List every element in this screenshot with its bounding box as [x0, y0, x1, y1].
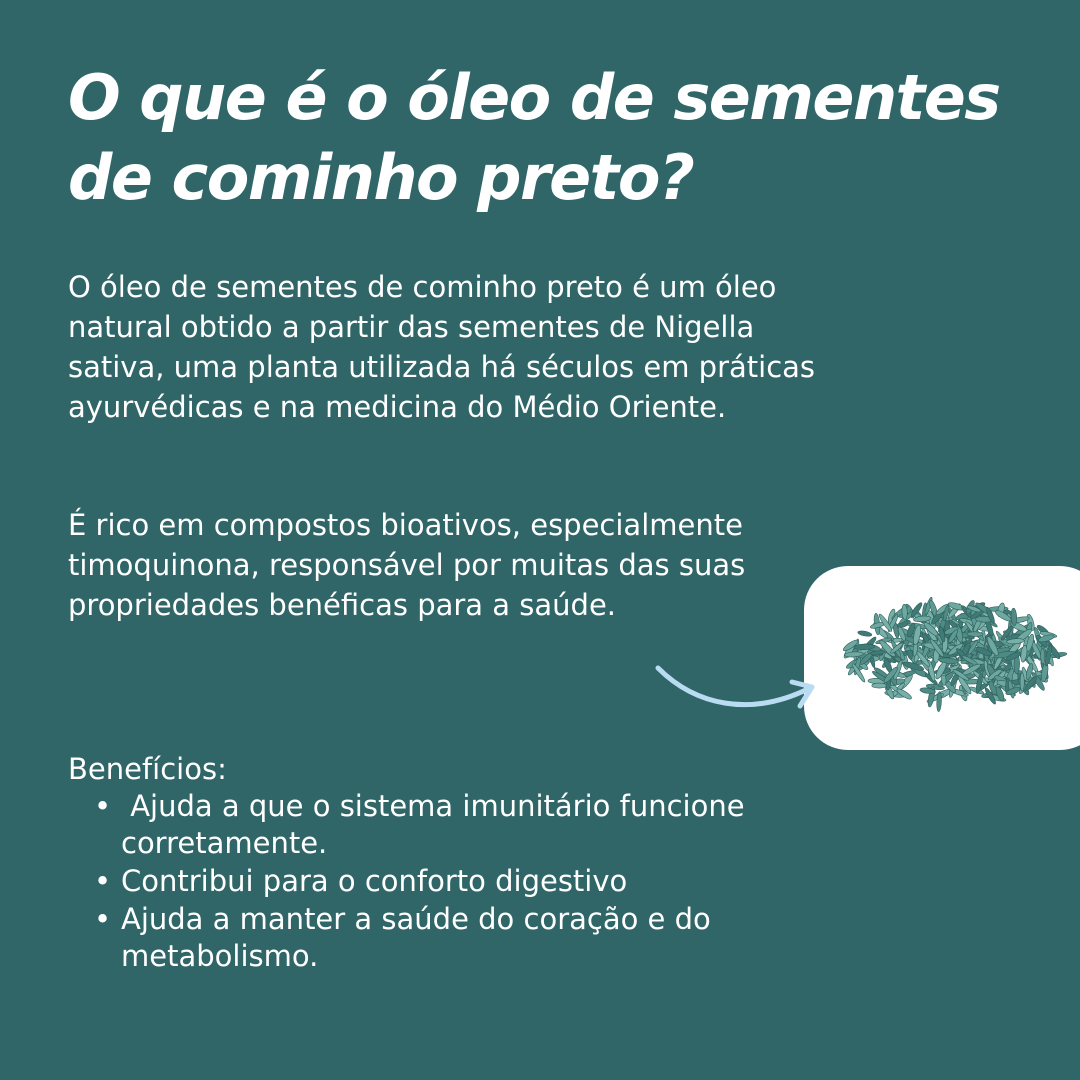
bullet-icon: •	[94, 789, 112, 823]
seed	[967, 632, 983, 637]
seed	[857, 630, 872, 637]
seed	[872, 683, 887, 688]
seed	[1020, 673, 1024, 691]
intro-paragraph: O óleo de sementes de cominho preto é um óleo natural obtido a partir das sementes de Nigella sativa, uma planta utilizada há séculos em práticas ayurvédicas e na medicina do Médio Oriente.	[68, 270, 816, 424]
page-title: O que é o óleo de sementes de cominho preto?	[68, 61, 1000, 214]
benefit-text: Ajuda a que o sistema imunitário funcione corretamente.	[121, 789, 754, 860]
seed	[1040, 648, 1045, 664]
black-cumin-seeds-illustration	[804, 566, 1080, 750]
benefit-text: Contribui para o conforto digestivo	[121, 864, 628, 898]
seed	[854, 644, 875, 650]
seeds-image-card	[804, 566, 1080, 750]
compounds-paragraph: É rico em compostos bioativos, especialmente timoquinona, responsável por muitas das suas propriedades benéficas para a saúde.	[68, 508, 746, 622]
bullet-icon: •	[94, 902, 112, 936]
seed	[902, 604, 908, 619]
list-item	[68, 788, 828, 862]
benefits-heading: Benefícios:	[68, 752, 227, 786]
list-item	[68, 901, 828, 975]
bullet-icon: •	[94, 864, 112, 898]
list-item	[68, 863, 828, 900]
benefits-list	[68, 788, 828, 976]
curved-arrow-icon	[650, 660, 825, 730]
benefit-text: Ajuda a manter a saúde do coração e do metabolismo.	[121, 902, 711, 973]
